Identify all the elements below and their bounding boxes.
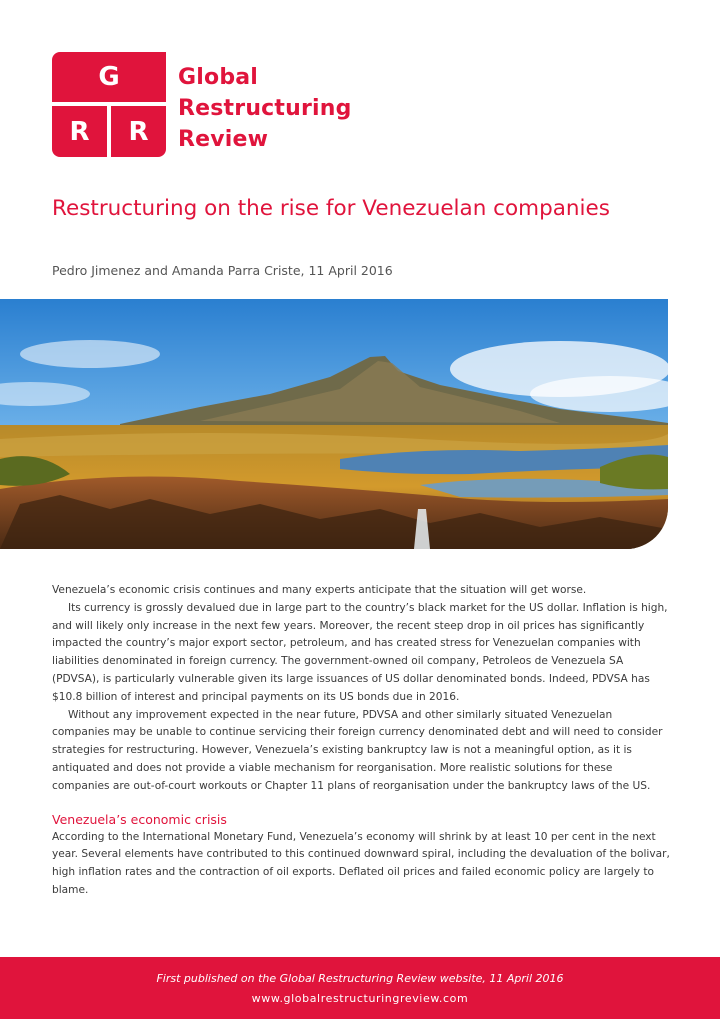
logo-tile-r-right: R [111, 106, 166, 157]
logo-tile-r-left: R [52, 106, 107, 157]
section-heading: Venezuela’s economic crisis [52, 811, 227, 827]
article-byline: Pedro Jimenez and Amanda Parra Criste, 11 April 2016 [52, 263, 393, 278]
article-body [52, 582, 672, 900]
hero-landscape-image [0, 299, 668, 549]
paragraph-intro: Venezuela’s economic crisis continues and many experts anticipate that the situation will get worse. [52, 584, 587, 596]
paragraph-economic-crisis: According to the International Monetary Fund, Venezuela’s economy will shrink by at least 10 per cent in the next year. Several elements have contributed to this continued downward spiral, including the devaluation of the bolivar, high inflation rates and the contraction of oil exports. Deflated oil prices and failed economic policy are largely to blame. [52, 830, 670, 896]
landscape-illustration [0, 299, 668, 549]
paragraph-currency: Its currency is grossly devalued due in large part to the country’s black market for the US dollar. Inflation is high, and will likely only increase in the next few years. Moreover, the recent steep drop in oil prices has significantly impacted the country’s major export sector, petroleum, and has created stress for Venezuelan companies with liabilities denominated in foreign currency. The government-owned oil company, Petroleos de Venezuela SA (PDVSA), is particularly vulnerable given its large issuances of US dollar denominated bonds. Indeed, PDVSA has $10.8 billion of interest and principal payments on its US bonds due in 2016. [52, 601, 668, 703]
footer-publication-note: First published on the Global Restructuring Review website, 11 April 2016 [156, 972, 564, 985]
footer-banner [0, 957, 720, 1019]
paragraph-restructuring: Without any improvement expected in the near future, PDVSA and other similarly situated Venezuelan companies may be unable to continue servicing their foreign currency denominated debt and will need to consider strategies for restructuring. However, Venezuela’s existing bankruptcy law is not a meaningful option, as it is antiquated and does not provide a viable mechanism for reorganisation. More realistic solutions for these companies are out-of-court workouts or Chapter 11 plans of reorganisation under the bankruptcy laws of the US. [52, 708, 663, 792]
grr-logo [52, 52, 372, 160]
article-title: Restructuring on the rise for Venezuelan companies [52, 196, 610, 221]
logo-word-global: Global [178, 65, 259, 90]
footer-website-link[interactable]: www.globalrestructuringreview.com [251, 992, 469, 1005]
logo-word-review: Review [178, 127, 269, 152]
logo-tile-g: G [52, 52, 166, 102]
logo-word-restructuring: Restructuring [178, 96, 352, 121]
logo-wordmark [178, 62, 352, 155]
